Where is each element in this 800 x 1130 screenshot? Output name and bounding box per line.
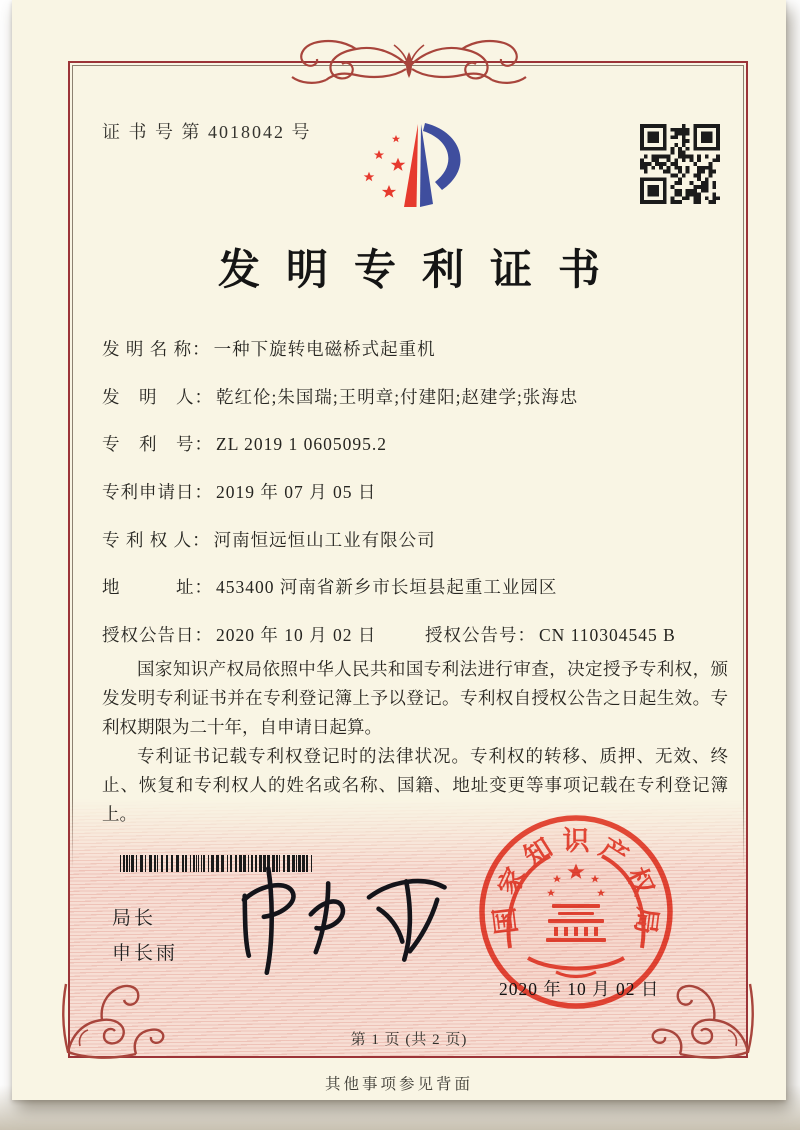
field-row bbox=[102, 479, 376, 504]
svg-text:知: 知 bbox=[518, 832, 558, 873]
top-flourish-ornament bbox=[284, 33, 534, 89]
field-row bbox=[102, 384, 578, 409]
svg-text:识: 识 bbox=[562, 826, 590, 857]
legal-paragraph: 专利证书记载专利权登记时的法律状况。专利权的转移、质押、无效、终止、恢复和专利权人的姓名或名称、国籍、地址变更等事项记载在专利登记簿上。 bbox=[102, 746, 728, 824]
svg-text:家: 家 bbox=[492, 863, 532, 901]
certificate-number: 证 书 号 第 4018042 号 bbox=[102, 122, 312, 142]
seal-date: 2020 年 10 月 02 日 bbox=[499, 979, 660, 999]
page-number: 第 1 页 (共 2 页) bbox=[350, 1032, 468, 1048]
field-row bbox=[102, 574, 557, 599]
officer-name: 申长雨 bbox=[112, 943, 179, 964]
qr-code bbox=[640, 124, 720, 204]
cnipa-logo bbox=[352, 110, 482, 220]
svg-text:产: 产 bbox=[594, 832, 634, 873]
svg-text:权: 权 bbox=[620, 863, 660, 901]
grant-number-pair bbox=[425, 622, 676, 647]
grant-row bbox=[102, 622, 676, 647]
field-value: 2019 年 07 月 05 日 bbox=[216, 482, 377, 502]
field-label: 发 明 人： bbox=[102, 387, 213, 407]
field-row bbox=[102, 527, 436, 552]
field-label: 发 明 名 称： bbox=[102, 339, 211, 359]
grant-no-value: CN 110304545 B bbox=[539, 625, 676, 645]
field-label: 专利申请日： bbox=[102, 482, 213, 502]
field-row bbox=[102, 431, 387, 456]
field-value: 453400 河南省新乡市长垣县起重工业园区 bbox=[216, 577, 558, 597]
field-value: 一种下旋转电磁桥式起重机 bbox=[213, 339, 436, 359]
grant-date-label: 授权公告日： bbox=[102, 625, 213, 645]
svg-text:局: 局 bbox=[629, 905, 663, 936]
officer-title: 局长 bbox=[112, 908, 157, 929]
logo-blue-wedge bbox=[420, 124, 433, 207]
svg-text:国: 国 bbox=[489, 905, 523, 936]
field-label: 专 利 号： bbox=[102, 434, 213, 454]
bottom-left-flourish-ornament bbox=[58, 976, 168, 1062]
field-value: ZL 2019 1 0605095.2 bbox=[216, 434, 387, 454]
field-value: 乾红伦;朱国瑞;王明章;付建阳;赵建学;张海忠 bbox=[216, 387, 579, 407]
field-label: 专 利 权 人： bbox=[102, 530, 211, 550]
field-label: 地 址： bbox=[102, 577, 213, 597]
field-row bbox=[102, 336, 436, 361]
logo-red-wedge bbox=[404, 124, 418, 207]
legal-paragraph: 国家知识产权局依照中华人民共和国专利法进行审查，决定授予专利权，颁发发明专利证书并在专利登记簿上予以登记。专利权自授权公告之日起生效。专利权期限为二十年，自申请日起算。 bbox=[102, 659, 728, 737]
director-signature bbox=[212, 853, 462, 983]
field-value: 河南恒远恒山工业有限公司 bbox=[213, 530, 436, 550]
back-side-note: 其他事项参见背面 bbox=[324, 1076, 473, 1093]
certificate-title: 发明专利证书 bbox=[217, 248, 626, 294]
grant-no-label: 授权公告号： bbox=[425, 625, 536, 645]
grant-date-value: 2020 年 10 月 02 日 bbox=[216, 625, 377, 645]
certificate-paper bbox=[12, 0, 786, 1100]
